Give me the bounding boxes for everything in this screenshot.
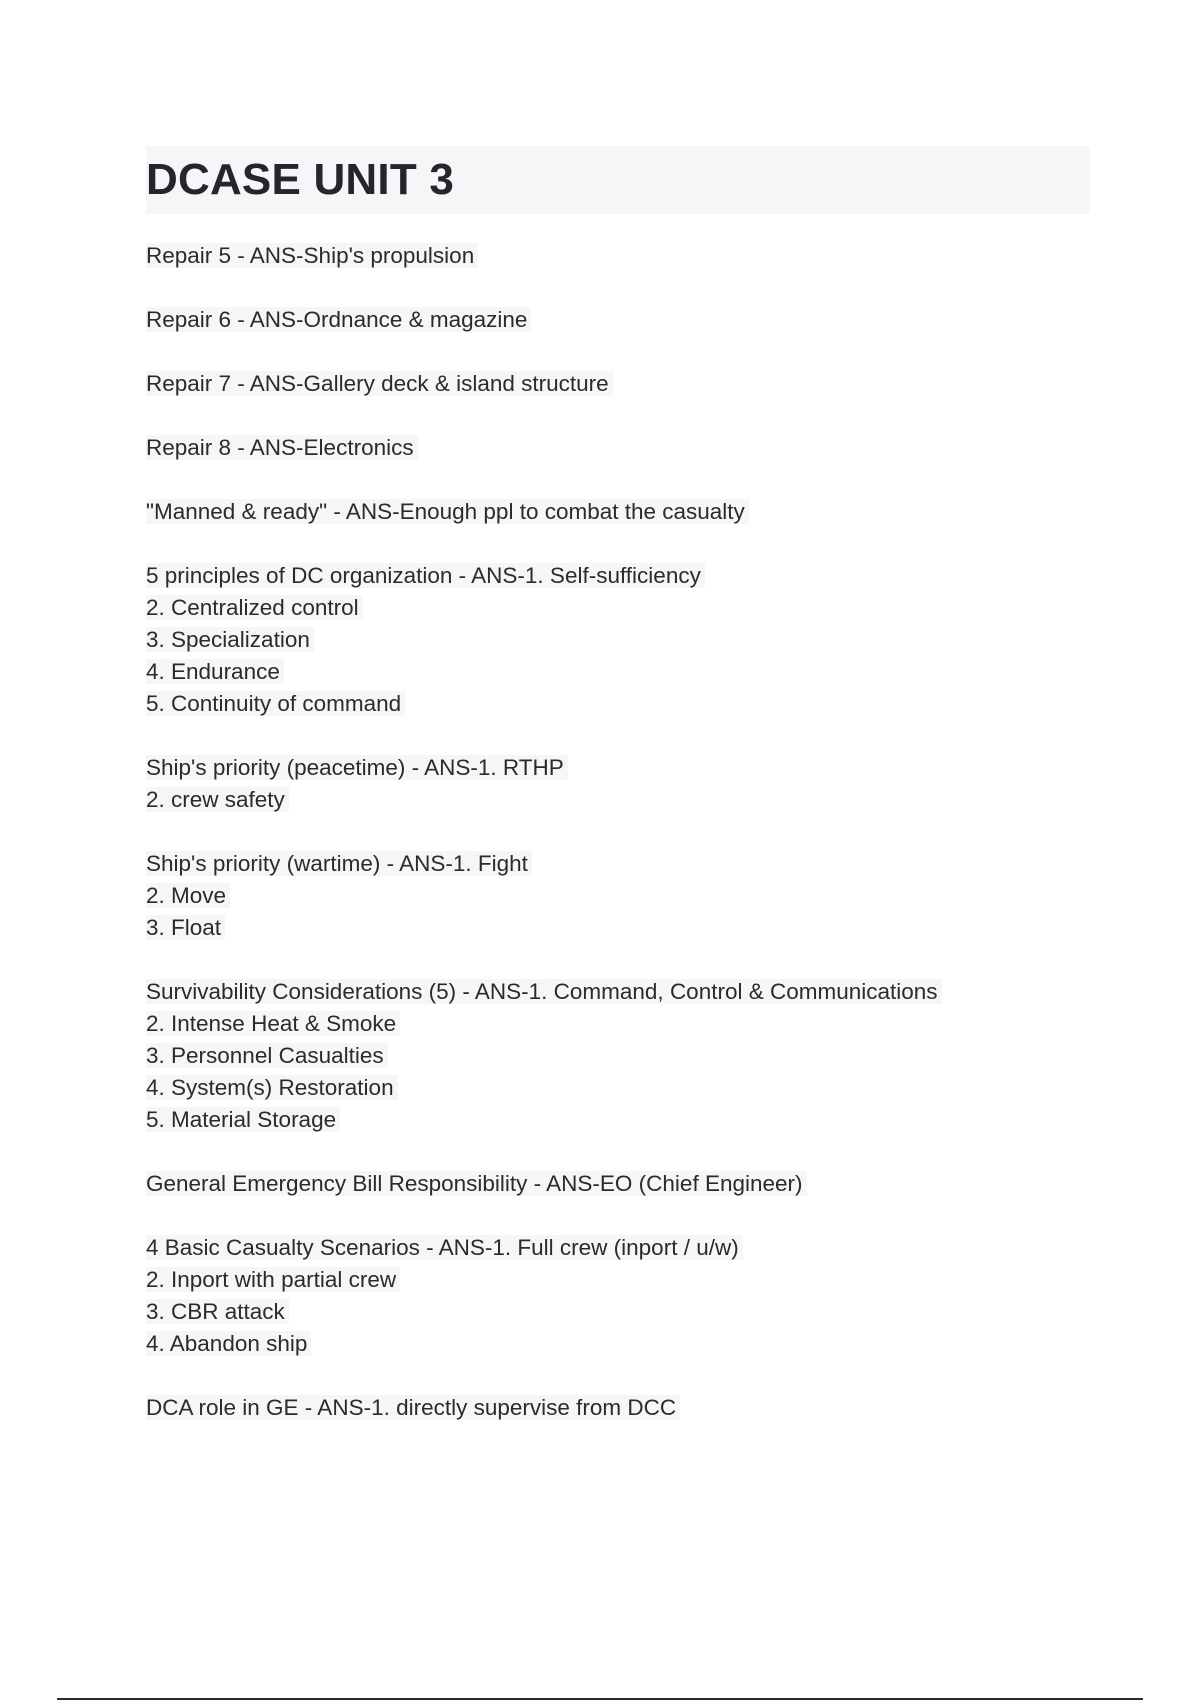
qa-entry	[146, 848, 1106, 944]
entry-text: 4. System(s) Restoration	[146, 1075, 398, 1100]
entry-line	[146, 688, 1106, 720]
qa-entry	[146, 560, 1106, 720]
entry-line	[146, 880, 1106, 912]
entry-text: 3. CBR attack	[146, 1299, 289, 1324]
entry-text: Repair 7 - ANS-Gallery deck & island structure	[146, 371, 613, 396]
entry-line	[146, 592, 1106, 624]
entry-text: Ship's priority (peacetime) - ANS-1. RTHP	[146, 755, 568, 780]
entry-line	[146, 784, 1106, 816]
entry-line	[146, 432, 1106, 464]
entry-line	[146, 1232, 1106, 1264]
entry-line	[146, 496, 1106, 528]
entry-line	[146, 624, 1106, 656]
entry-line	[146, 976, 1106, 1008]
entry-text: DCA role in GE - ANS-1. directly supervise from DCC	[146, 1395, 680, 1420]
qa-entry	[146, 240, 1106, 272]
entry-text: Survivability Considerations (5) - ANS-1. Command, Control & Communications	[146, 979, 942, 1004]
page-title: DCASE UNIT 3	[146, 155, 454, 204]
entry-text: 5 principles of DC organization - ANS-1. Self-sufficiency	[146, 563, 705, 588]
document-body	[146, 240, 1106, 1456]
entry-line	[146, 752, 1106, 784]
entry-text: 2. Move	[146, 883, 230, 908]
qa-entry	[146, 304, 1106, 336]
qa-entry	[146, 1232, 1106, 1360]
entry-text: 2. crew safety	[146, 787, 289, 812]
qa-entry	[146, 752, 1106, 816]
entry-line	[146, 848, 1106, 880]
entry-line	[146, 560, 1106, 592]
entry-line	[146, 1264, 1106, 1296]
entry-line	[146, 1008, 1106, 1040]
qa-entry	[146, 432, 1106, 464]
entry-line	[146, 656, 1106, 688]
qa-entry	[146, 496, 1106, 528]
entry-text: Repair 5 - ANS-Ship's propulsion	[146, 243, 478, 268]
entry-line	[146, 1072, 1106, 1104]
qa-entry	[146, 368, 1106, 400]
qa-entry	[146, 976, 1106, 1136]
entry-line	[146, 240, 1106, 272]
entry-line	[146, 912, 1106, 944]
entry-text: Repair 8 - ANS-Electronics	[146, 435, 418, 460]
qa-entry	[146, 1168, 1106, 1200]
entry-line	[146, 1392, 1106, 1424]
entry-line	[146, 1040, 1106, 1072]
entry-text: 2. Centralized control	[146, 595, 363, 620]
entry-line	[146, 368, 1106, 400]
entry-text: 2. Inport with partial crew	[146, 1267, 400, 1292]
entry-text: General Emergency Bill Responsibility - ANS-EO (Chief Engineer)	[146, 1171, 807, 1196]
entry-line	[146, 1168, 1106, 1200]
entry-text: 3. Specialization	[146, 627, 314, 652]
entry-line	[146, 304, 1106, 336]
entry-text: 5. Material Storage	[146, 1107, 340, 1132]
entry-text: "Manned & ready" - ANS-Enough ppl to combat the casualty	[146, 499, 749, 524]
qa-entry	[146, 1392, 1106, 1424]
entry-text: 3. Float	[146, 915, 225, 940]
entry-text: Ship's priority (wartime) - ANS-1. Fight	[146, 851, 532, 876]
entry-text: 2. Intense Heat & Smoke	[146, 1011, 400, 1036]
entry-line	[146, 1296, 1106, 1328]
entry-line	[146, 1328, 1106, 1360]
entry-line	[146, 1104, 1106, 1136]
entry-text: 5. Continuity of command	[146, 691, 405, 716]
entry-text: Repair 6 - ANS-Ordnance & magazine	[146, 307, 531, 332]
entry-text: 3. Personnel Casualties	[146, 1043, 388, 1068]
entry-text: 4. Endurance	[146, 659, 284, 684]
entry-text: 4. Abandon ship	[146, 1331, 311, 1356]
entry-text: 4 Basic Casualty Scenarios - ANS-1. Full crew (inport / u/w)	[146, 1235, 743, 1260]
